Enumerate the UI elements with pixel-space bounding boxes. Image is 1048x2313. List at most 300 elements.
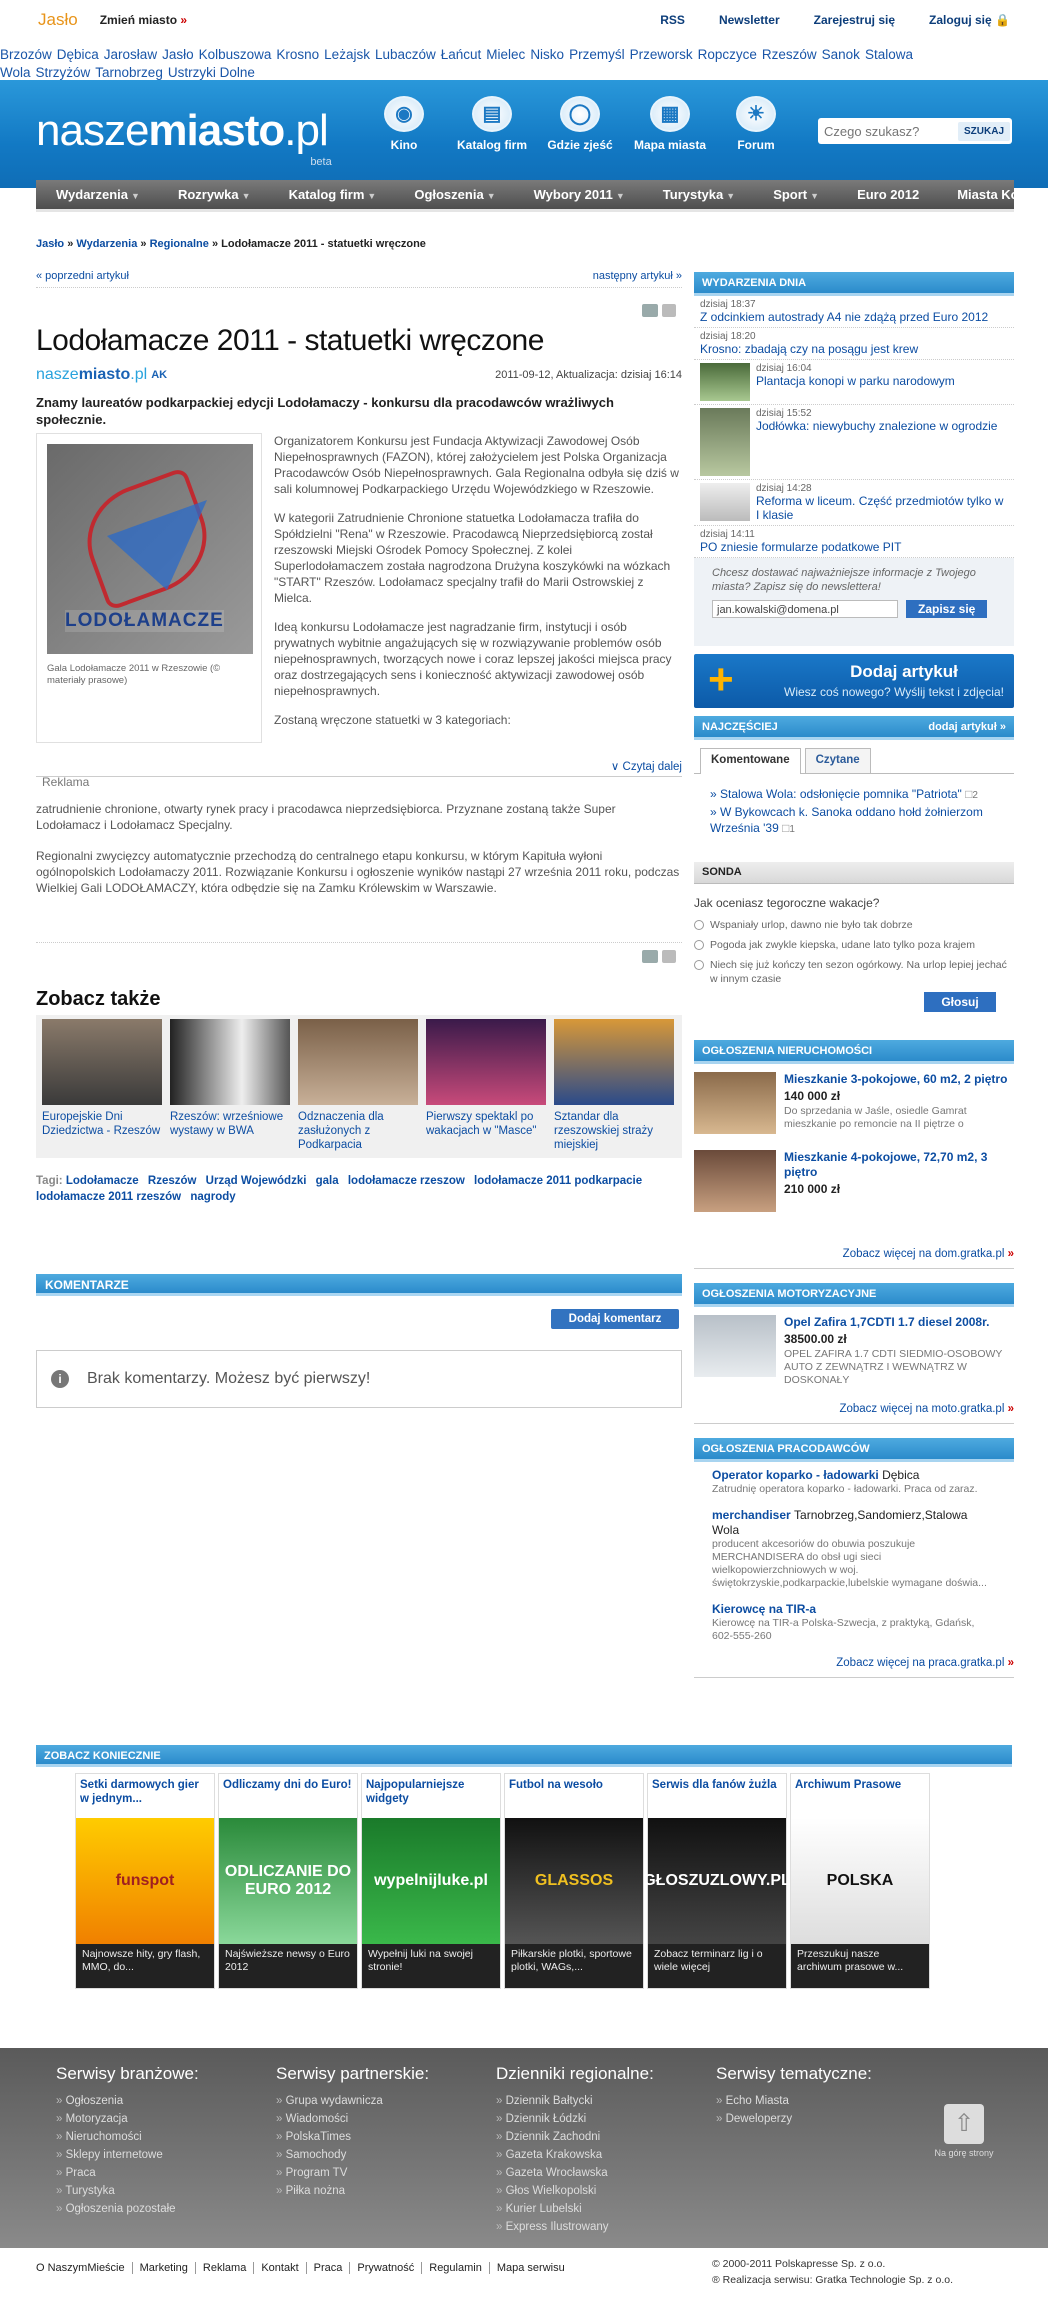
breadcrumb-link[interactable]: Regionalne [149,238,209,250]
more-link-label: Zobacz więcej na praca.gratka.pl [836,1657,1005,1669]
event-thumb [700,363,750,401]
jobs-header: OGŁOSZENIA PRACODAWCÓW [694,1438,1014,1462]
event-text [756,408,997,476]
article-nav [36,270,682,288]
city-link[interactable]: Stalowa Wola [0,47,913,80]
see-also-item[interactable] [426,1019,546,1152]
nav-item[interactable] [414,187,495,202]
must-see-image [505,1818,643,1944]
add-article-banner[interactable] [694,654,1014,708]
popular-tabs [694,748,1014,774]
must-see-image [791,1818,929,1944]
city-link[interactable]: Brzozów [0,47,52,62]
article-tools-bottom [642,950,676,963]
poll-option-label: Pogoda jak zwykle kiepska, udane lato tylko poza krajem [710,939,975,951]
beta-badge: beta [310,156,332,168]
popular-item-title: Stalowa Wola: odsłonięcie pomnika "Patriota" [720,787,962,801]
more-link-label: Zobacz więcej na moto.gratka.pl [839,1403,1005,1415]
must-see-image-text: ODLICZANIE DO EURO 2012 [224,1863,352,1898]
copyright-line: ® Realizacja serwisu: Gratka Technologie Sp. z o.o. [712,2274,953,2286]
login-label: Zaloguj się [929,13,992,27]
tag-link[interactable]: lodołamacze 2011 podkarpacie [474,1175,643,1187]
bottom-bar [36,2258,1016,2286]
must-see-caption: Zobacz terminarz lig i o wiele więcej [648,1944,786,1988]
newsletter-link[interactable]: Newsletter [718,13,780,27]
author[interactable]: AK [151,369,168,381]
offer-desc: Do sprzedania w Jaśle, osiedle Gamrat mieszkanie po remoncie na II piętrze o [784,1105,967,1130]
more-arrow: » [1007,1248,1014,1260]
article-lead: Znamy laureatów podkarpackiej edycji Lodołamaczy - konkursu dla pracodawców wrażliwych społecznie. [36,395,614,427]
nav-item[interactable] [56,187,140,202]
footer-bottom-link[interactable]: Praca [314,2262,351,2274]
search-button[interactable]: SZUKAJ [958,122,1010,141]
service-label: Kino [390,138,418,152]
site-logo[interactable] [36,106,332,168]
footer-link[interactable]: » Kurier Lubelski [496,2200,696,2218]
see-also-thumb [170,1019,290,1105]
comment-icon[interactable] [642,304,658,317]
chevron-down-icon: ▼ [726,191,736,201]
city-link[interactable]: Sanok [821,47,860,62]
job-desc: producent akcesoriów do obuwia poszukuje MERCHANDISERA do obsł ugi sieci wielkopowierzchniowych w woj. świętokrzyskie,podkarpackie,lubelskie wymagane doświa... [712,1538,987,1589]
must-see-image-text: wypelnijluke.pl [374,1872,488,1889]
newsletter-box [694,558,1014,646]
nav-item[interactable] [773,187,819,202]
event-item[interactable] [694,328,1014,360]
must-see-title: Archiwum Prasowe [795,1779,902,1791]
newsletter-text: Chcesz dostawać najważniejsze informacje z Twojego miasta? Zapisz się do newslettera! [712,567,976,593]
see-also-item[interactable] [170,1019,290,1152]
article-paragraph: Ideą konkursu Lodołamacze jest nagradzanie firm, instytucji i osób prywatnych wybitnie angażujących się w rozwiązywanie problemów osób niepełnosprawnych, tworzących nowe i coraz lepszej jakości miejsca pracy oraz dostrzegających sens i konieczność aktywizacji zawodowej osób niepełnosprawnych. [274,620,672,698]
divider [36,942,682,943]
jobs-list [694,1462,1014,1649]
footer-link[interactable]: » Nieruchomości [56,2128,256,2146]
offer-photo [694,1150,776,1212]
footer-bottom-link[interactable]: Mapa serwisu [496,2262,565,2274]
job-offer[interactable] [694,1462,1014,1502]
more-link-label: Zobacz więcej na dom.gratka.pl [842,1248,1005,1260]
city-list [0,40,1048,80]
event-text [756,483,1008,522]
footer-link[interactable]: » Turystyka [56,2182,256,2200]
moto-offer[interactable] [694,1307,1014,1395]
nav-item[interactable] [289,187,377,202]
event-title: PO zniesie formularze podatkowe PIT [700,540,902,554]
article-paragraph: W kategorii Zatrudnienie Chronione statuetka Lodołamacza trafiła do Spółdzielni "Rena" w Rzeszowie. Pracodawcą Nieprzedsiębiorcą został rzeszowski Miejski Ośrodek Pomocy Społecznej. Z kolei Superlodołamaczem została nagrodzona Drużyna koszykówki na wózkach "START" Rzeszów. Lodołamacz specjalny trafił do Marii Ostrowskiej z Mielca. [274,511,671,605]
nav-item-label: Euro 2012 [857,187,920,202]
offer-price: 38500.00 zł [784,1332,847,1346]
must-see-image [219,1818,357,1944]
event-title: Reforma w liceum. Część przedmiotów tylko w I klasie [756,494,1004,522]
see-also-item[interactable] [298,1019,418,1152]
city-link[interactable]: Ropczyce [697,47,757,62]
vote-button[interactable]: Głosuj [924,992,996,1012]
event-time: dzisiaj 16:04 [756,363,812,374]
events-header: WYDARZENIA DNIA [694,272,1014,296]
must-see-grid [75,1773,1012,1989]
city-link[interactable]: Krosno [276,47,320,62]
footer-link[interactable]: » Dziennik Bałtycki [496,2092,696,2110]
real-estate-offer[interactable] [694,1142,1014,1220]
event-item[interactable] [694,360,1014,405]
login-link[interactable] [929,13,1010,27]
city-link[interactable]: Dębica [56,47,99,62]
see-also [36,988,682,1158]
tag-link[interactable]: lodołamacze 2011 rzeszów [36,1191,182,1203]
radio[interactable] [694,940,704,950]
city-link[interactable]: Strzyżów [35,65,91,80]
popular-item-title: W Bykowcach k. Sanoka oddano hołd żołnierzom Września '39 [710,805,983,835]
offer-desc: OPEL ZAFIRA 1.7 CDTI SIEDMIO-OSOBOWY AUTO Z ZEWNĄTRZ I WEWNĄTRZ W DOSKONAŁY [784,1348,1003,1386]
source-logo-part: .pl [130,366,148,383]
service-mapa[interactable] [630,96,710,152]
footer-link[interactable]: » Ogłoszenia pozostałe [56,2200,256,2218]
chevron-down-icon: ▼ [810,191,820,201]
footer-column-title: Dzienniki regionalne: [496,2064,654,2083]
footer-link[interactable]: » Deweloperzy [716,2110,916,2128]
more-arrow: » [1007,1657,1014,1669]
must-see-item[interactable] [75,1773,215,1989]
moto-more-link[interactable] [694,1395,1014,1424]
poll-option[interactable] [694,938,1014,952]
radio[interactable] [694,920,704,930]
see-also-caption: Odznaczenia dla zasłużonych z Podkarpacia [298,1111,384,1151]
footer-link[interactable]: » Gazeta Krakowska [496,2146,696,2164]
comment-icon[interactable] [642,950,658,963]
footer-column [716,2064,916,2128]
chevron-down-icon: ▼ [486,191,496,201]
must-see-caption: Najnowsze hity, gry flash, MMO, do... [76,1944,214,1988]
must-see-item[interactable] [643,1773,791,1989]
event-thumb [700,483,750,521]
see-also-caption: Europejskie Dni Dziedzictwa - Rzeszów [42,1111,161,1137]
logo-part: nasze [36,106,149,155]
event-item[interactable] [694,480,1014,526]
nav-item-label: Rozrywka [177,187,239,202]
city-link[interactable]: Łańcut [440,47,482,62]
footer-bottom-link[interactable]: O NaszymMieście [36,2262,133,2274]
service-kino[interactable] [364,96,444,152]
see-also-item[interactable] [42,1019,162,1152]
event-time: dzisiaj 18:20 [700,331,756,342]
must-see-item[interactable] [218,1773,358,1989]
plate-icon: ◯ [560,96,600,132]
footer-link[interactable]: » Motoryzacja [56,2110,256,2128]
footer [0,2048,1048,2248]
footer-bottom-link[interactable]: Reklama [203,2262,254,2274]
breadcrumb-sep: » [211,238,219,250]
see-also-thumb [298,1019,418,1105]
service-label: Katalog firm [456,138,527,152]
nav-item-label: Sport [773,187,808,202]
see-also-item[interactable] [554,1019,674,1152]
nav-item-label: Wydarzenia [56,187,129,202]
newsletter-subscribe-button[interactable]: Zapisz się [906,600,987,618]
service-label: Mapa miasta [633,138,707,152]
must-see [36,1745,1012,1989]
back-to-top-arrow-icon[interactable]: ⇧ [944,2104,984,2144]
event-time: dzisiaj 14:11 [700,529,755,540]
breadcrumb-current: Lodołamacze 2011 - statuetki wręczone [221,238,426,250]
article-paragraph: Zostaną wręczone statuetki w 3 kategoriach: [274,713,511,727]
event-time: dzisiaj 14:28 [756,483,812,494]
rss-link[interactable]: RSS [660,13,685,27]
job-offer[interactable] [694,1596,1014,1649]
city-link[interactable]: Tarnobrzeg [95,65,163,80]
offer-title: Mieszkanie 4-pokojowe, 72,70 m2, 3 piętro [784,1150,988,1179]
logo-part: .pl [284,106,328,155]
read-more-label: Czytaj dalej [622,761,682,773]
footer-link[interactable]: » Program TV [276,2164,476,2182]
article-paragraph: zatrudnienie chronione, otwarty rynek pracy i pracodawca nieprzedsiębiorca. Przyznane zostaną także Super Lodołamacz i Lodołamacz Specjalny. [36,802,616,832]
must-see-caption: Wypełnij luki na swojej stronie! [362,1944,500,1988]
service-forum[interactable] [716,96,796,152]
tags-label: Tagi: [36,1175,63,1187]
tag-link[interactable]: lodołamacze rzeszow [347,1175,465,1187]
photo-logo-text: LODOŁAMACZE [65,610,224,631]
event-item[interactable] [694,405,1014,480]
offer-title: Opel Zafira 1,7CDTI 1.7 diesel 2008r. [784,1315,990,1329]
footer-link[interactable]: » Praca [56,2164,256,2182]
tag-link[interactable]: Rzeszów [147,1175,197,1187]
footer-link[interactable]: » Głos Wielkopolski [496,2182,696,2200]
source-logo-part: nasze [36,366,79,383]
chevron-down-icon: ▼ [131,191,140,201]
jobs-more-link[interactable] [694,1649,1014,1678]
add-article-subtitle: Wiesz coś nowego? Wyślij tekst i zdjęcia! [784,685,1004,699]
job-location: Tarnobrzeg,Sandomierz,Stalowa Wola [712,1508,968,1537]
next-article-link[interactable]: następny artykuł » [592,270,682,282]
footer-link[interactable]: » Ogłoszenia [56,2092,256,2110]
see-also-list [36,1015,682,1158]
service-katalog[interactable] [452,96,532,152]
article [36,270,682,1387]
article-paragraph: Regionalni zwycięzcy automatycznie przechodzą do centralnego etapu konkursu, w którym Kapituła wyłoni ogólnopolskich Lodołamaczy 2011. Rozwiązanie Konkursu i ogłoszenie wyników nastąpi 27 września 2011 roku, podczas Wielkiej Gali LODOŁAMACZY, która odbędzie się na Zamku Królewskim w Warszawie. [36,849,680,895]
must-see-caption: Przeszukuj nasze archiwum prasowe w... [791,1944,929,1988]
change-city-label: Zmień miasto [99,13,178,27]
article-photo[interactable] [47,444,253,654]
event-item[interactable] [694,296,1014,328]
footer-column [276,2064,476,2200]
event-item[interactable] [694,526,1014,558]
must-see-image-text: GLASSOS [534,1872,614,1889]
popular-title: NAJCZĘŚCIEJ [702,721,778,733]
tab-czytane[interactable]: Czytane [805,748,871,773]
footer-link[interactable]: » PolskaTimes [276,2128,476,2146]
event-title: Krosno: zbadają czy na posągu jest krew [700,342,919,356]
nav-item-label: Katalog firm [288,187,365,202]
read-more-link[interactable] [36,759,682,777]
job-position: Kierowcę na TIR-a [712,1602,817,1616]
nav-item-label: Ogłoszenia [414,187,484,202]
breadcrumb-sep: » [140,238,147,250]
article-paragraph: Organizatorem Konkursu jest Fundacja Aktywizacji Zawodowej Osób Niepełnosprawnych (FAZON), której założycielem jest Polska Organizacja Pracodawców Osób Niepełnosprawnych. Gala Regionalna odbyła się dziś w sali kolumnowej Podkarpackiego Urzędu Wojewódzkiego w Rzeszowie. [274,434,679,496]
city-link[interactable]: Nisko [530,47,565,62]
see-also-thumb [42,1019,162,1105]
real-estate-header: OGŁOSZENIA NIERUCHOMOŚCI [694,1040,1014,1064]
service-gdzie-zjesc[interactable] [540,96,620,152]
must-see-image-text: GŁOSZUZLOWY.PL [643,1872,791,1889]
search-box [818,118,1012,144]
comment-icon: □ [782,821,790,835]
must-see-item[interactable] [504,1773,644,1989]
must-see-title: Futbol na wesoło [509,1779,603,1791]
city-link[interactable]: Jasło [162,47,194,62]
back-to-top-label[interactable]: Na górę strony [934,2148,994,2158]
radio[interactable] [694,960,704,970]
city-link[interactable]: Przeworsk [629,47,693,62]
footer-link[interactable]: » Dziennik Zachodni [496,2128,696,2146]
footer-link[interactable]: » Grupa wydawnicza [276,2092,476,2110]
must-see-item[interactable] [790,1773,930,1989]
tab-komentowane[interactable]: Komentowane [700,748,801,774]
breadcrumb-link[interactable]: Jasło [36,238,65,250]
change-city-link[interactable] [100,13,187,27]
register-link[interactable]: Zarejestruj się [813,13,896,27]
tag-link[interactable]: nagrody [190,1191,236,1203]
footer-bottom-link[interactable]: Marketing [140,2262,196,2274]
city-link[interactable]: Lubaczów [374,47,436,62]
book-icon: ▤ [472,96,512,132]
footer-link[interactable]: » Wiadomości [276,2110,476,2128]
comment-count: 1 [789,824,795,835]
offer-photo [694,1315,776,1377]
event-time: dzisiaj 18:37 [700,299,756,310]
must-see-image [643,1818,791,1944]
sidebar [694,272,1014,1678]
poll-option-label: Wspaniały urlop, dawno nie było tak dobrze [710,919,913,931]
print-icon[interactable] [662,304,676,317]
real-estate-more-link[interactable] [694,1240,1014,1269]
prev-article-link[interactable]: « poprzedni artykuł [36,270,129,282]
comment-icon: □ [965,787,973,801]
change-city-arrow: » [180,13,188,27]
job-title [712,1508,996,1538]
must-see-caption: Najświeższe newsy o Euro 2012 [219,1944,357,1988]
more-arrow: » [1007,1403,1014,1415]
source-logo [36,366,147,384]
footer-bottom-link[interactable]: Prywatność [357,2262,422,2274]
must-see-image [76,1818,214,1944]
footer-bottom-link[interactable]: Regulamin [429,2262,490,2274]
event-text [756,363,955,401]
moto-header: OGŁOSZENIA MOTORYZACYJNE [694,1283,1014,1307]
nav-item[interactable] [857,187,919,202]
footer-link[interactable]: » Piłka nożna [276,2182,476,2200]
event-title: Z odcinkiem autostrady A4 nie zdążą przed Euro 2012 [700,310,989,324]
footer-link[interactable]: » Sklepy internetowe [56,2146,256,2164]
nav-item-label: Wybory 2011 [533,187,613,202]
see-also-caption: Pierwszy spektakl po wakacjach w "Masce" [426,1111,537,1137]
footer-bottom-link[interactable]: Kontakt [261,2262,306,2274]
nav-item-label: Miasta Kobiet [957,187,1042,202]
popular-add-link[interactable]: dodaj artykuł » [928,721,1006,733]
nav-item[interactable] [534,187,625,202]
chevron-down-icon: ▼ [241,191,251,201]
see-also-title: Zobacz także [36,988,161,1010]
job-location: Dębica [882,1468,920,1482]
job-position: merchandiser [712,1508,791,1522]
event-text [700,299,1008,324]
tag-link[interactable]: Lodołamacze [65,1175,139,1187]
poll [694,862,1014,1012]
article-body [274,433,682,741]
footer-link[interactable]: » Express Ilustrowany [496,2218,696,2236]
job-offer[interactable] [694,1502,1014,1596]
add-comment-button[interactable]: Dodaj komentarz [551,1309,679,1329]
footer-link[interactable]: » Dziennik Łódzki [496,2110,696,2128]
job-desc: Zatrudnię operatora koparko - ładowarki. Praca od zaraz. [712,1483,978,1495]
must-see-image-text: funspot [115,1872,175,1889]
service-label: Gdzie zjeść [547,138,613,152]
article-figure [36,433,262,743]
top-bar [0,0,1048,40]
job-desc: Kierowcę na TIR-a Polska-Szwecja, z praktyką, Gdańsk, 602-555-260 [712,1617,975,1642]
nav-item[interactable] [957,187,1042,202]
breadcrumb-link[interactable]: Wydarzenia [76,238,138,250]
city-link[interactable]: Ustrzyki Dolne [167,65,255,80]
newsletter-email-input[interactable]: jan.kowalski@domena.pl [712,600,898,618]
must-see-image-text: POLSKA [826,1872,894,1889]
nav-item[interactable] [663,187,735,202]
nav-item-label: Turystyka [662,187,724,202]
popular-item[interactable]: » W Bykowcach k. Sanoka oddano hołd żołnierzom Września '39 □1 [710,805,983,835]
city-link[interactable]: Mielec [486,47,526,62]
add-article-title: Dodaj artykuł [850,662,958,681]
poll-question: Jak oceniasz tegoroczne wakacje? [694,896,880,910]
must-see-title: Odliczamy dni do Euro! [223,1779,352,1791]
footer-link[interactable]: » Samochody [276,2146,476,2164]
source-logo-part: miasto [78,366,131,383]
article-tools [642,304,676,317]
popular-list [694,774,1014,850]
chevron-down-icon: ▼ [367,191,377,201]
breadcrumb [36,238,426,250]
footer-column-title: Serwisy tematyczne: [716,2064,872,2083]
tag-link[interactable]: Urząd Wojewódzki [205,1175,307,1187]
see-also-caption: Sztandar dla rzeszowskiej straży miejskiej [554,1111,654,1151]
event-title: Plantacja konopi w parku narodowym [756,374,955,388]
poll-option[interactable] [694,918,1014,932]
comment-count: 2 [972,790,978,801]
must-see-title: Serwis dla fanów żużla [652,1779,777,1791]
event-text [700,331,1008,356]
job-title [712,1602,996,1617]
search-input[interactable] [818,119,958,143]
copyright-line: © 2000-2011 Polskapresse Sp. z o.o. [712,2258,886,2270]
chevron-down-icon: ∨ [610,761,620,773]
print-icon[interactable] [662,950,676,963]
footer-link[interactable]: » Echo Miasta [716,2092,916,2110]
must-see-image [362,1818,500,1944]
poll-option[interactable] [694,958,1014,986]
see-also-thumb [554,1019,674,1105]
footer-column-title: Serwisy partnerskie: [276,2064,430,2083]
city-link[interactable]: Leżajsk [324,47,370,62]
tag-link[interactable]: gala [315,1175,339,1187]
city-link[interactable]: Przemyśl [569,47,625,62]
footer-link[interactable]: » Gazeta Wrocławska [496,2164,696,2182]
must-see-item[interactable] [361,1773,501,1989]
real-estate-offer[interactable] [694,1064,1014,1142]
popular-item[interactable]: » Stalowa Wola: odsłonięcie pomnika "Patriota" □2 [710,787,978,801]
city-link[interactable]: Jarosław [103,47,158,62]
popular-header [694,716,1014,740]
city-link[interactable]: Rzeszów [761,47,817,62]
city-link[interactable]: Kolbuszowa [198,47,272,62]
no-comments-box [36,1350,682,1408]
nav-item[interactable] [178,187,251,202]
